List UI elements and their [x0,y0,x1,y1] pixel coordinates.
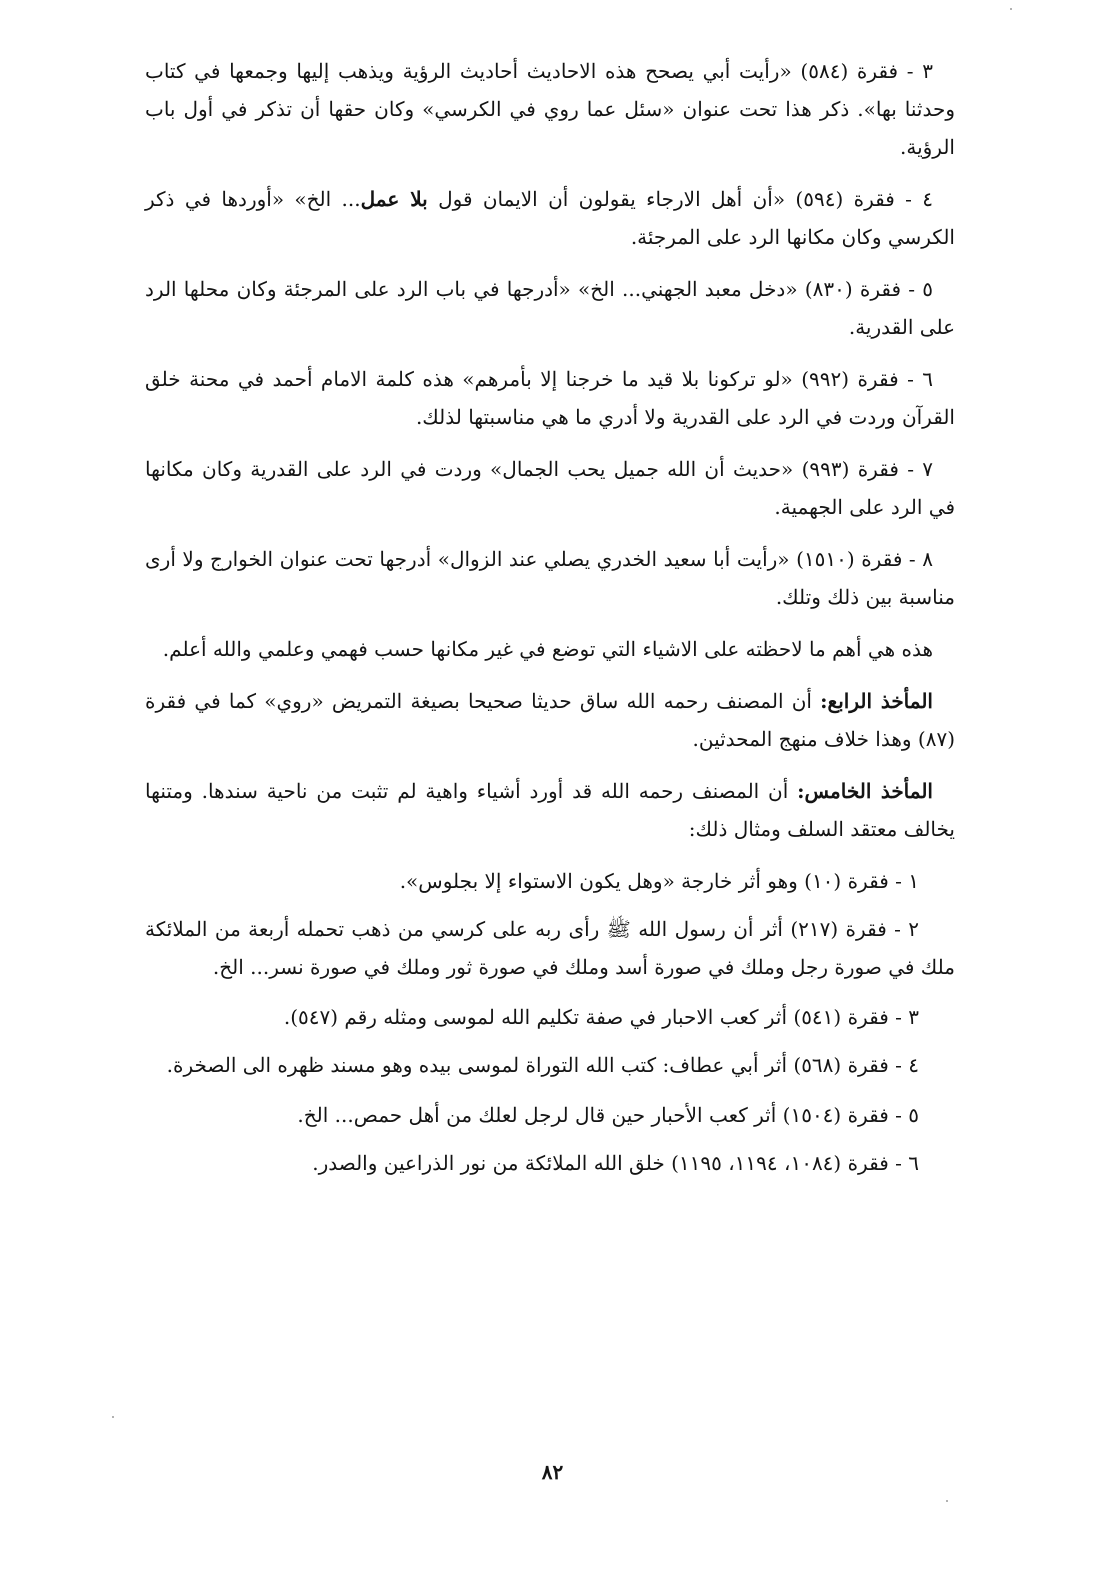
list-item [145,450,955,526]
list-item: ١ - فقرة (١٠) وهو أثر خارجة «وهل يكون الاستواء إلا بجلوس». [399,869,919,893]
scan-speck [112,1416,114,1418]
page-body [145,52,955,1192]
list-item: ٢ - فقرة (٢١٧) أثر أن رسول الله ﷺ رأى ربه على كرسي من ذهب تحمله أربعة من الملائكة ملك في صورة رجل وملك في صورة أسد وملك في صورة ثور وملك في صورة نسر... الخ. [145,917,955,979]
item-text-cont: ... الخ» «أوردها في ذكر الكرسي وكان مكانها الرد على المرجئة. [145,187,955,249]
item-text: ٧ - فقرة (٩٩٣) «حديث أن الله جميل يحب الجمال» وردت في الرد على القدرية وكان مكانها في الرد على الجهمية. [145,457,955,519]
scan-speck [946,1500,948,1502]
point-five-paragraph [145,772,955,848]
list-item [145,270,955,346]
page-number: ٨٢ [541,1460,564,1484]
item-text: ٨ - فقرة (١٥١٠) «رأيت أبا سعيد الخدري يصلي عند الزوال» أدرجها تحت عنوان الخوارج ولا أرى مناسبة بين ذلك وتلك. [145,547,955,609]
item-text: ٤ - فقرة (٥٩٤) «أن أهل الارجاء يقولون أن الايمان قول [427,187,934,211]
list-item: ٣ - فقرة (٥٤١) أثر كعب الاحبار في صفة تكليم الله لموسى ومثله رقم (٥٤٧). [283,1005,919,1029]
list-item [145,180,955,256]
point-four-label: المأخذ الرابع: [820,689,933,713]
item-emphasis: بلا عمل [360,187,428,211]
point-four-paragraph [145,682,955,758]
item-text: ٥ - فقرة (٨٣٠) «دخل معبد الجهني... الخ» «أدرجها في باب الرد على المرجئة وكان محلها الرد على القدرية. [145,277,955,339]
point-five-text: أن المصنف رحمه الله قد أورد أشياء واهية لم تثبت من ناحية سندها. ومتنها يخالف معتقد السلف ومثال ذلك: [145,779,955,841]
conclusion-paragraph: هذه هي أهم ما لاحظته على الاشياء التي توضع في غير مكانها حسب فهمي وعلمي والله أعلم. [162,637,933,661]
item-text: ٣ - فقرة (٥٨٤) «رأيت أبي يصحح هذه الاحاديث أحاديث الرؤية ويذهب إليها وجمعها في كتاب وحدثنا بها». ذكر هذا تحت عنوان «سئل عما روي في الكرسي» وكان حقها أن تذكر في أول باب الرؤية. [145,59,955,159]
scan-speck [1010,8,1012,10]
point-four-text: أن المصنف رحمه الله ساق حديثا صحيحا بصيغة التمريض «روي» كما في فقرة (٨٧) وهذا خلاف منهج المحدثين. [145,689,955,751]
list-item [145,52,955,166]
item-text: ٦ - فقرة (٩٩٢) «لو تركونا بلا قيد ما خرجنا إلا بأمرهم» هذه كلمة الامام أحمد في محنة خلق القرآن وردت في الرد على القدرية ولا أدري ما هي مناسبتها لذلك. [145,367,955,429]
list-item [145,360,955,436]
list-item: ٥ - فقرة (١٥٠٤) أثر كعب الأحبار حين قال لرجل لعلك من أهل حمص... الخ. [297,1103,919,1127]
list-item: ٤ - فقرة (٥٦٨) أثر أبي عطاف: كتب الله التوراة لموسى بيده وهو مسند ظهره الى الصخرة. [166,1053,919,1077]
list-item: ٦ - فقرة (١٠٨٤، ١١٩٤، ١١٩٥) خلق الله الملائكة من نور الذراعين والصدر. [312,1151,919,1175]
point-five-label: المأخذ الخامس: [797,779,933,803]
list-item [145,540,955,616]
